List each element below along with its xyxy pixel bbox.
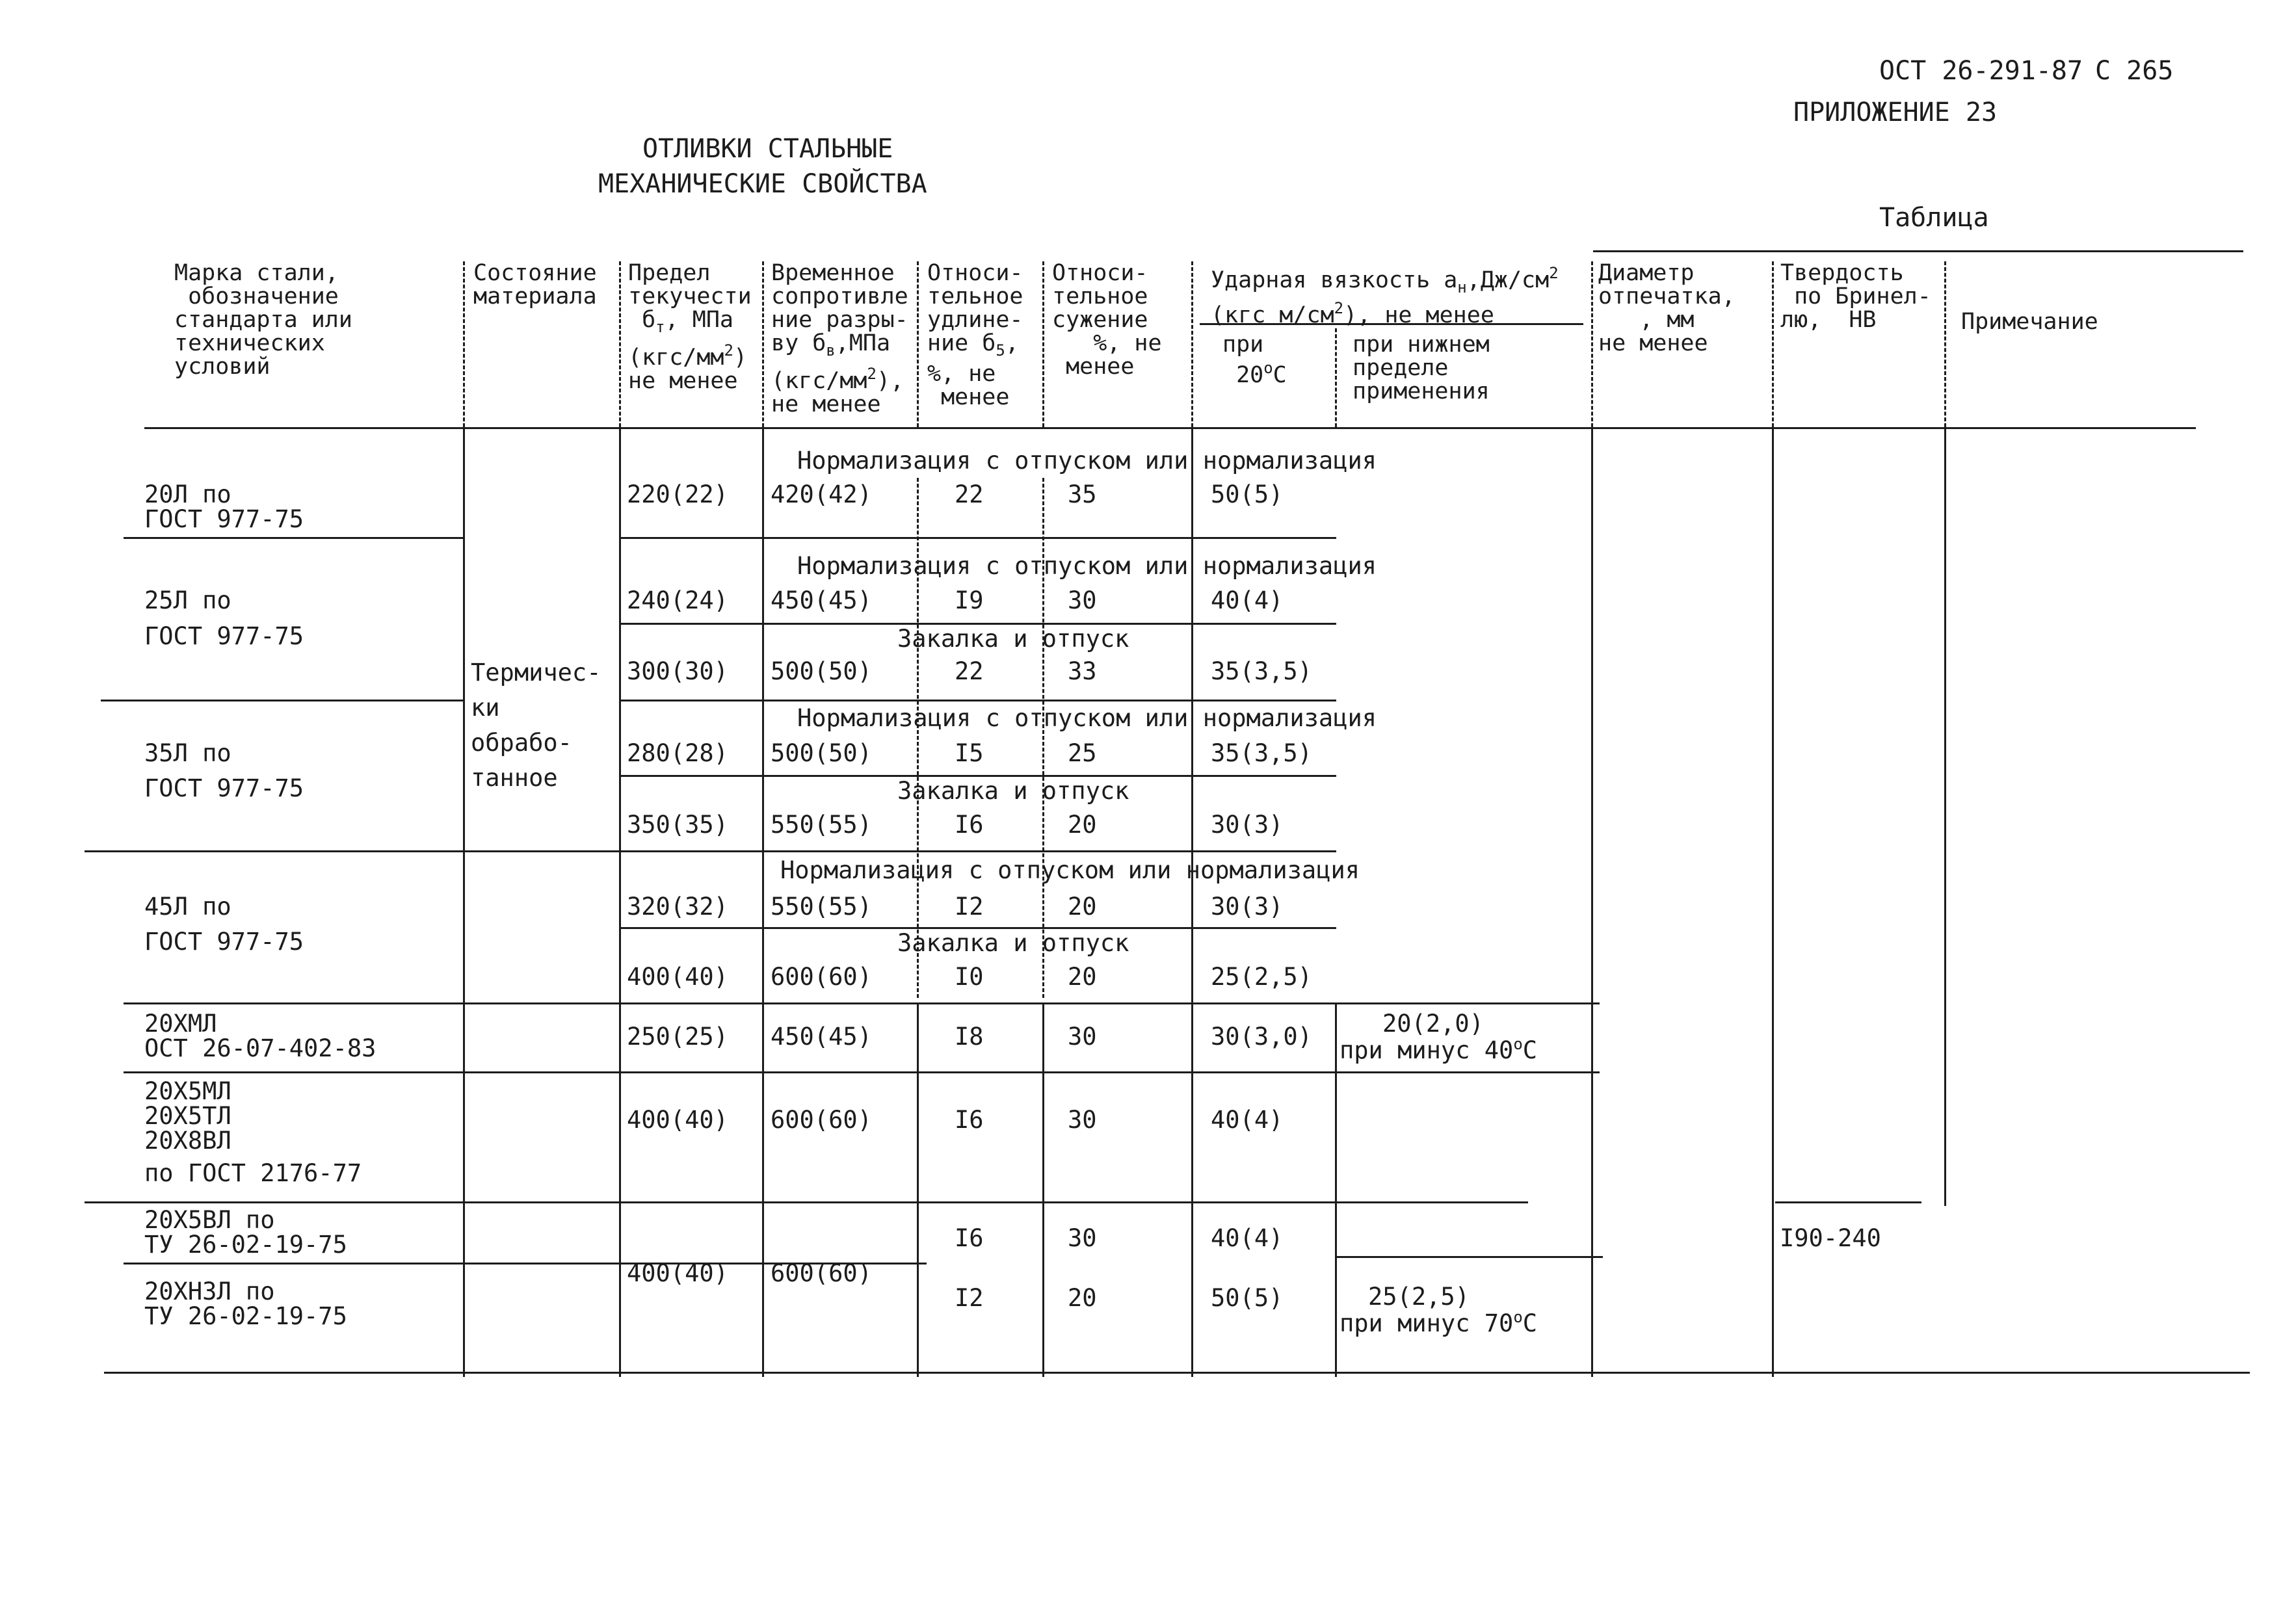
tensile-value: 550(55) — [771, 893, 872, 921]
reduction-value: 20 — [1068, 811, 1097, 839]
reduction-value: 30 — [1068, 1023, 1097, 1051]
document-title-line2: МЕХАНИЧЕСКИЕ СВОЙСТВА — [598, 169, 927, 199]
grade-20x5ml-standard: по ГОСТ 2176-77 — [144, 1159, 362, 1187]
tensile-value: 500(50) — [771, 739, 872, 767]
grade-45l-standard: ГОСТ 977-75 — [144, 928, 304, 956]
yield-value: 350(35) — [627, 811, 728, 839]
yield-value: 280(28) — [627, 739, 728, 767]
impact-low-value: 25(2,5) — [1368, 1283, 1470, 1311]
reduction-value: 25 — [1068, 739, 1097, 767]
reduction-value: 30 — [1068, 586, 1097, 614]
treatment-quench: Закалка и отпуск — [897, 929, 1129, 957]
yield-value: 220(22) — [627, 480, 728, 508]
impact-20c-value: 50(5) — [1211, 480, 1284, 508]
elongation-value: I0 — [955, 963, 984, 991]
col-note: Примечание — [1961, 309, 2098, 335]
tensile-value: 600(60) — [771, 1259, 872, 1287]
grade-45l: 45Л по — [144, 893, 231, 921]
grade-25l-standard: ГОСТ 977-75 — [144, 622, 304, 650]
tensile-value: 600(60) — [771, 1106, 872, 1134]
hardness-value: I90-240 — [1780, 1224, 1881, 1252]
col-yield: Предел текучести $б_т$, МПа $(кгс/мм^2)$ не менее — [628, 260, 752, 394]
col-impact-20c: при $20^оС$ — [1222, 332, 1287, 388]
grade-20xn3l: 20ХН3Л по ТУ 26-02-19-75 — [144, 1277, 347, 1330]
elongation-value: I9 — [955, 586, 984, 614]
treatment-normalization: Нормализация с отпуском или нормализация — [797, 552, 1377, 580]
col-impact-units: (кгс $м/см^2$), не менее — [1211, 299, 1494, 328]
grade-20x5ml-group: 20Х5МЛ 20Х5ТЛ 20Х8ВЛ — [144, 1077, 231, 1155]
elongation-value: I6 — [955, 1106, 984, 1134]
standard-reference: ОСТ 26-291-87 — [1879, 56, 2083, 86]
col-reduction: Относи- тельное сужение %, не менее — [1052, 260, 1162, 380]
tensile-value: 500(50) — [771, 657, 872, 685]
impact-20c-value: 35(3,5) — [1211, 657, 1312, 685]
reduction-value: 20 — [1068, 1284, 1097, 1312]
grade-20xml: 20ХМЛ ОСТ 26-07-402-83 — [144, 1010, 376, 1062]
grade-25l: 25Л по — [144, 586, 231, 614]
grade-20l: 20Л по ГОСТ 977-75 — [144, 480, 304, 533]
tensile-value: 420(42) — [771, 480, 872, 508]
col-impact-low-limit: при нижнем пределе применения — [1353, 332, 1490, 404]
impact-low-temperature: при минус $70^оС$ — [1339, 1308, 1538, 1337]
col-print-diameter: Диаметр отпечатка, , мм не менее — [1598, 260, 1735, 356]
elongation-value: I6 — [955, 1224, 984, 1252]
impact-low-temperature: при минус $40^оС$ — [1339, 1035, 1538, 1064]
tensile-value: 450(45) — [771, 1023, 872, 1051]
col-elongation: Относи- тельное удлине- ние $б_5$, %, не менее — [927, 260, 1023, 410]
reduction-value: 30 — [1068, 1106, 1097, 1134]
elongation-value: I5 — [955, 739, 984, 767]
impact-20c-value: 50(5) — [1211, 1284, 1284, 1312]
reduction-value: 20 — [1068, 963, 1097, 991]
grade-35l: 35Л по — [144, 739, 231, 767]
impact-20c-value: 30(3) — [1211, 893, 1284, 921]
impact-20c-value: 40(4) — [1211, 1106, 1284, 1134]
yield-value: 400(40) — [627, 1259, 728, 1287]
appendix-label: ПРИЛОЖЕНИЕ 23 — [1793, 98, 1998, 127]
reduction-value: 30 — [1068, 1224, 1097, 1252]
yield-value: 320(32) — [627, 893, 728, 921]
yield-value: 240(24) — [627, 586, 728, 614]
impact-20c-value: 40(4) — [1211, 1224, 1284, 1252]
document-title-line1: ОТЛИВКИ СТАЛЬНЫЕ — [642, 134, 893, 164]
treatment-quench: Закалка и отпуск — [897, 625, 1129, 653]
col-grade: Марка стали, обозначение стандарта или технических условий — [174, 260, 352, 380]
treatment-normalization: Нормализация с отпуском или нормализация — [797, 447, 1377, 475]
treatment-quench: Закалка и отпуск — [897, 777, 1129, 805]
table-label: Таблица — [1879, 203, 1989, 233]
elongation-value: 22 — [955, 657, 984, 685]
impact-20c-value: 25(2,5) — [1211, 963, 1312, 991]
impact-20c-value: 30(3,0) — [1211, 1023, 1312, 1051]
material-state: Термичес- ки обрабо- танное — [471, 659, 601, 792]
elongation-value: I2 — [955, 893, 984, 921]
yield-value: 300(30) — [627, 657, 728, 685]
yield-value: 400(40) — [627, 1106, 728, 1134]
impact-20c-value: 35(3,5) — [1211, 739, 1312, 767]
elongation-value: 22 — [955, 480, 984, 508]
elongation-value: I6 — [955, 811, 984, 839]
tensile-value: 600(60) — [771, 963, 872, 991]
elongation-value: I2 — [955, 1284, 984, 1312]
treatment-normalization: Нормализация с отпуском или нормализация — [780, 856, 1360, 884]
treatment-normalization: Нормализация с отпуском или нормализация — [797, 704, 1377, 732]
col-impact: Ударная вязкость $а_н,Дж/см^2$ — [1211, 264, 1559, 296]
reduction-value: 35 — [1068, 480, 1097, 508]
impact-20c-value: 30(3) — [1211, 811, 1284, 839]
yield-value: 250(25) — [627, 1023, 728, 1051]
elongation-value: I8 — [955, 1023, 984, 1051]
impact-20c-value: 40(4) — [1211, 586, 1284, 614]
yield-value: 400(40) — [627, 963, 728, 991]
grade-20x5vl: 20Х5ВЛ по ТУ 26-02-19-75 — [144, 1206, 347, 1259]
reduction-value: 33 — [1068, 657, 1097, 685]
reduction-value: 20 — [1068, 893, 1097, 921]
tensile-value: 450(45) — [771, 586, 872, 614]
grade-35l-standard: ГОСТ 977-75 — [144, 774, 304, 802]
col-state: Состояние материала — [473, 260, 597, 309]
tensile-value: 550(55) — [771, 811, 872, 839]
col-tensile: Временное сопротивле ние разры- ву $б_в,МПа$ $(кгс/мм^2)$, не менее — [771, 260, 908, 417]
page-number: С 265 — [2095, 56, 2174, 86]
col-hardness: Твердость по Бринел- лю, НВ — [1780, 260, 1931, 333]
impact-low-value: 20(2,0) — [1382, 1010, 1484, 1038]
